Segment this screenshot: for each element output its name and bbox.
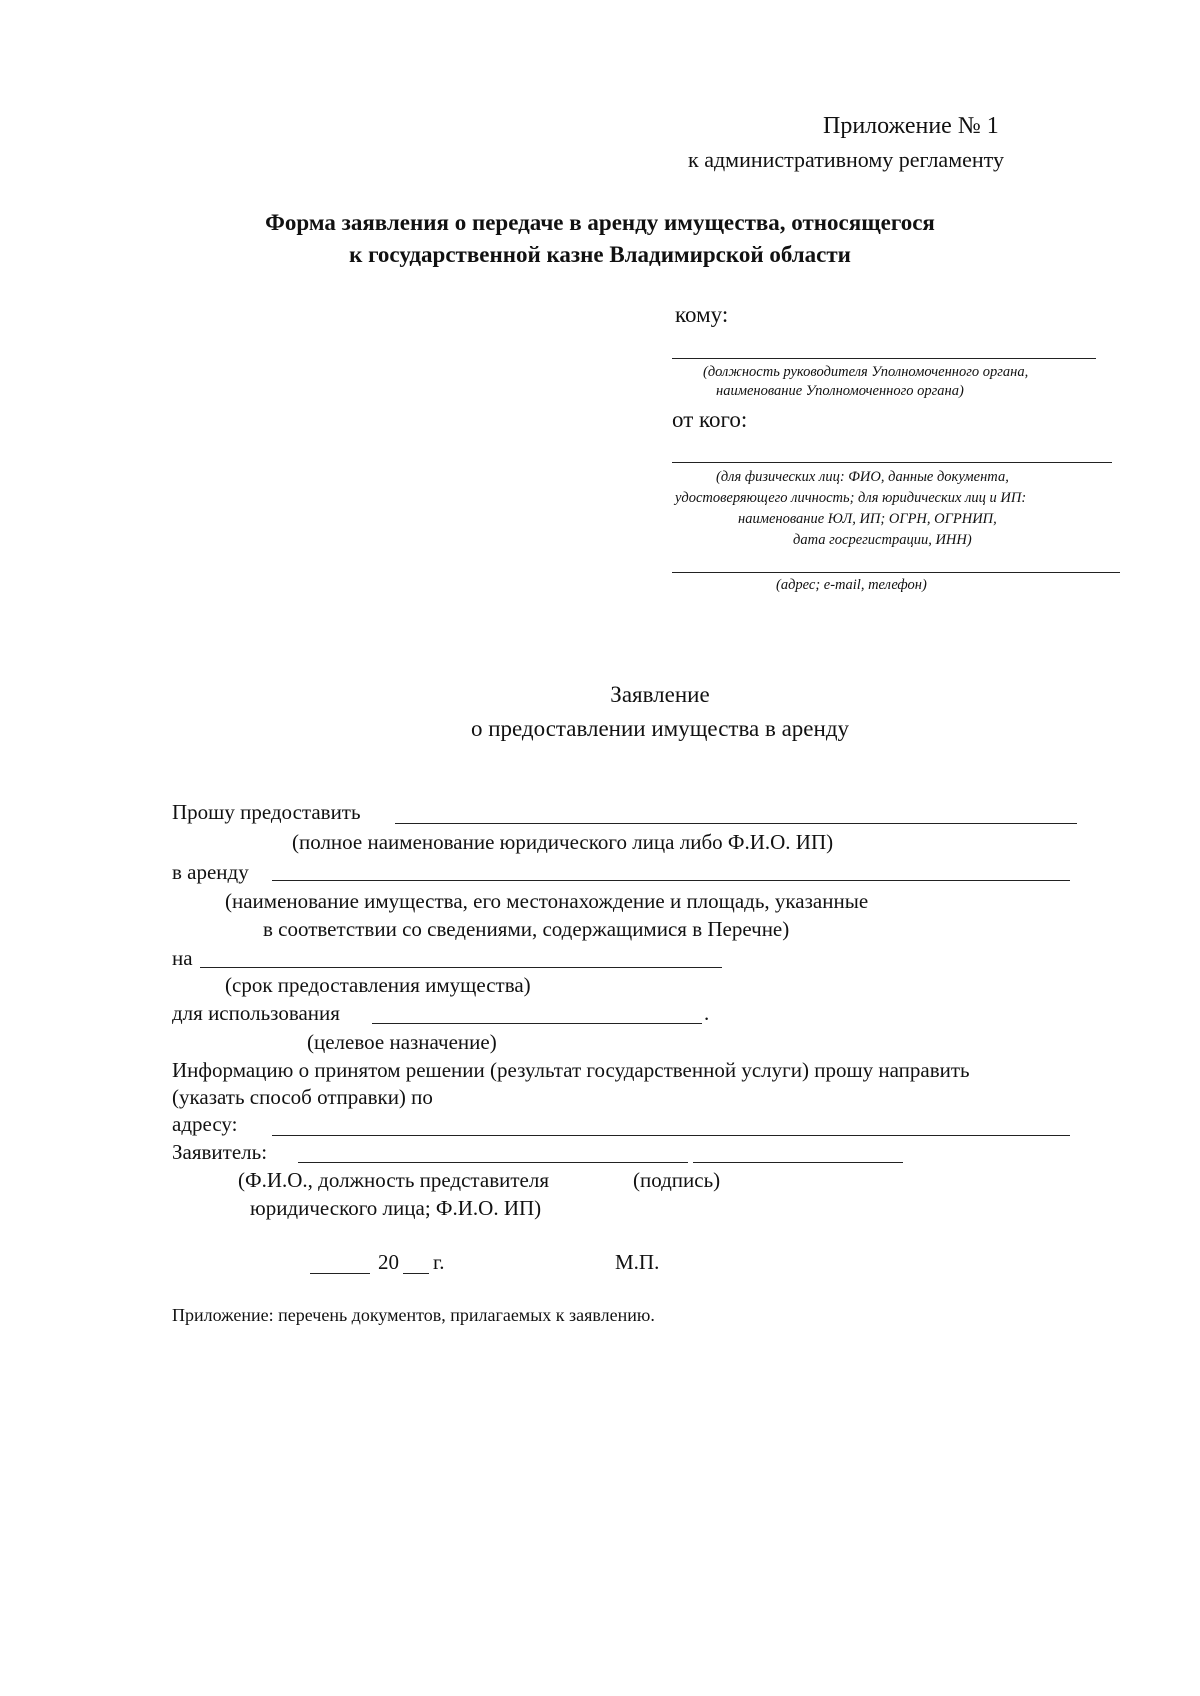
info-line-2: (указать способ отправки) по <box>172 1085 433 1109</box>
applicant-hint-1: (Ф.И.О., должность представителя <box>238 1168 549 1192</box>
signature-field-line[interactable] <box>693 1162 903 1163</box>
date-year-line[interactable] <box>403 1273 429 1274</box>
applicant-hint-2: юридического лица; Ф.И.О. ИП) <box>250 1196 542 1220</box>
from-hint-3: наименование ЮЛ, ИП; ОГРН, ОГРНИП, <box>738 511 997 527</box>
from-hint-2: удостоверяющего личность; для юридических лиц и ИП: <box>675 490 1027 506</box>
rent-hint-1: (наименование имущества, его местонахождение и площадь, указанные <box>225 889 869 913</box>
applicant-name-field-line[interactable] <box>298 1162 688 1163</box>
appendix-subtitle: к административному регламенту <box>688 147 1004 172</box>
rent-label: в аренду <box>172 860 249 884</box>
use-label: для использования <box>172 1001 340 1025</box>
use-field-line[interactable] <box>372 1023 702 1024</box>
date-year-prefix: 20 <box>378 1250 399 1274</box>
address-hint: (адрес; e-mail, телефон) <box>776 577 927 593</box>
use-period: . <box>704 1001 710 1025</box>
applicant-label: Заявитель: <box>172 1140 268 1164</box>
appendix-number: Приложение № 1 <box>823 113 999 139</box>
date-day-month-line[interactable] <box>310 1273 370 1274</box>
stamp-mark: М.П. <box>615 1250 660 1274</box>
to-label: кому: <box>675 302 729 327</box>
use-hint: (целевое назначение) <box>307 1030 497 1054</box>
from-hint-1: (для физических лиц: ФИО, данные документа, <box>716 469 1009 485</box>
to-hint-2: наименование Уполномоченного органа) <box>716 383 964 399</box>
to-field-line[interactable] <box>672 358 1096 359</box>
address-field-line[interactable] <box>672 572 1120 573</box>
request-label: Прошу предоставить <box>172 800 361 824</box>
date-year-suffix: г. <box>433 1250 445 1274</box>
address-label: адресу: <box>172 1112 238 1136</box>
from-label: от кого: <box>672 407 748 432</box>
term-hint: (срок предоставления имущества) <box>225 973 531 997</box>
term-label: на <box>172 946 193 970</box>
rent-hint-2: в соответствии со сведениями, содержащимися в Перечне) <box>263 917 790 941</box>
from-field-line[interactable] <box>672 462 1112 463</box>
rent-field-line[interactable] <box>272 880 1070 881</box>
request-hint: (полное наименование юридического лица либо Ф.И.О. ИП) <box>292 830 834 854</box>
info-line-1: Информацию о принятом решении (результат государственной услуги) прошу направить <box>172 1058 970 1082</box>
attachment-note: Приложение: перечень документов, прилагаемых к заявлению. <box>172 1305 655 1325</box>
request-field-line[interactable] <box>395 823 1077 824</box>
to-hint-1: (должность руководителя Уполномоченного органа, <box>703 364 1029 380</box>
delivery-address-field-line[interactable] <box>272 1135 1070 1136</box>
signature-hint: (подпись) <box>633 1168 721 1192</box>
form-title-line-2: к государственной казне Владимирской области <box>349 242 851 267</box>
statement-title: Заявление <box>610 682 710 707</box>
from-hint-4: дата госрегистрации, ИНН) <box>793 532 972 548</box>
term-field-line[interactable] <box>200 967 722 968</box>
statement-subtitle: о предоставлении имущества в аренду <box>470 716 850 741</box>
form-title-line-1: Форма заявления о передаче в аренду имущества, относящегося <box>265 210 935 235</box>
